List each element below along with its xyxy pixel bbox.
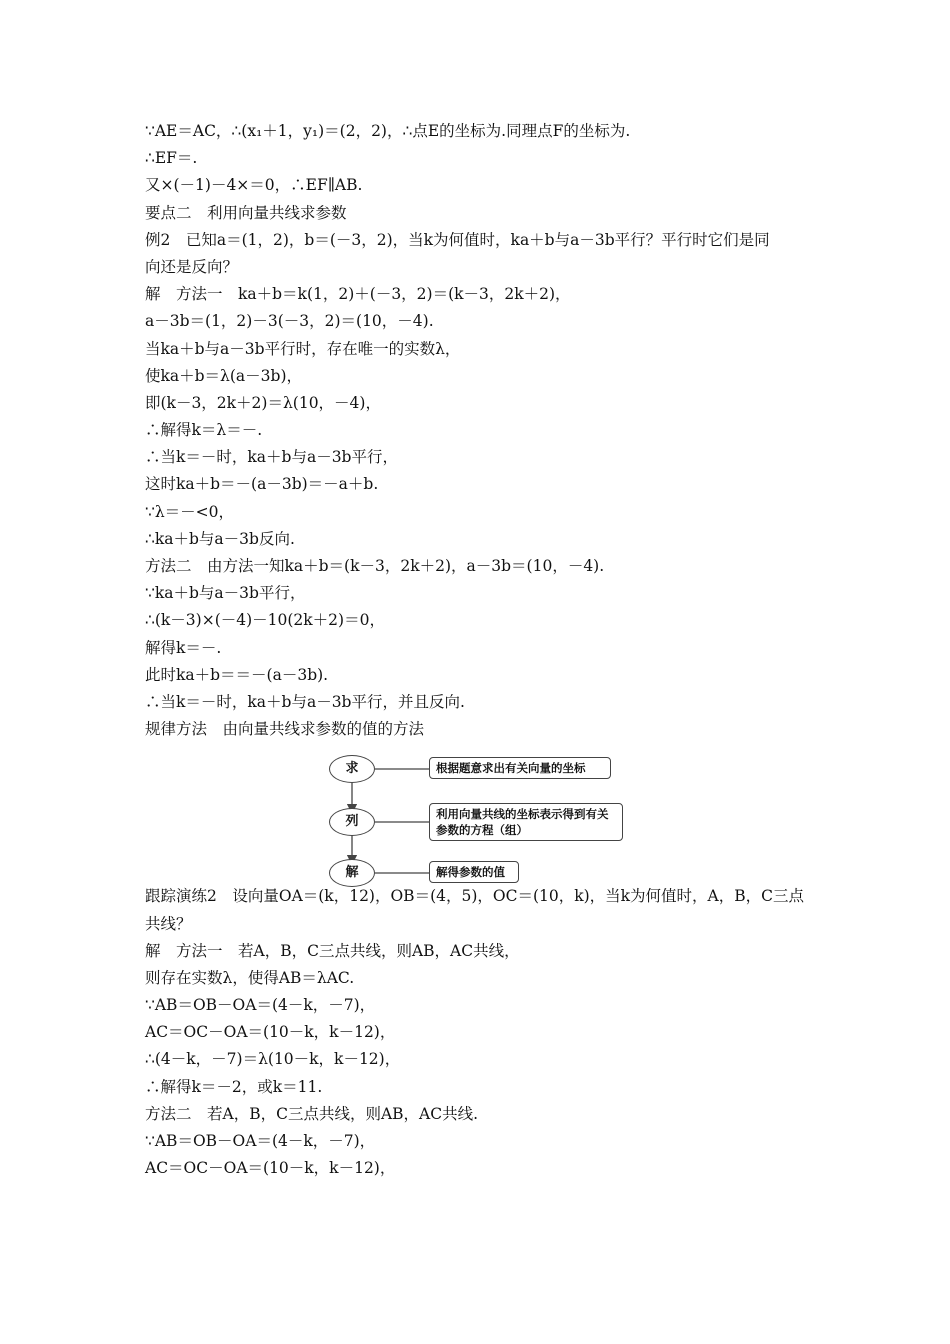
text-line: ∴当k＝－时，ka＋b与a－3b平行，并且反向.	[145, 692, 465, 711]
text-line: ∵λ＝－<0，	[145, 502, 235, 521]
step-node-jie: 解	[329, 859, 375, 887]
step-node-lie: 列	[329, 808, 375, 836]
text-block-bottom	[145, 883, 815, 1182]
step-box-coordinates: 根据题意求出有关向量的坐标	[429, 757, 611, 779]
text-line: ∴ka＋b与a－3b反向.	[145, 529, 295, 548]
step-box-solve: 解得参数的值	[429, 861, 519, 883]
text-line: AC＝OC－OA＝(10－k，k－12)，	[145, 1023, 396, 1042]
text-block-top	[145, 118, 815, 743]
document-page	[145, 118, 815, 1182]
text-line: ∴(4－k，－7)＝λ(10－k，k－12)，	[145, 1050, 401, 1069]
exercise-line: 共线？	[145, 914, 192, 933]
example-line: 例2 已知a＝(1，2)，b＝(－3，2)，当k为何值时，ka＋b与a－3b平行？平行时它们是同	[145, 230, 770, 249]
text-line: 解 方法一 若A，B，C三点共线，则AB，AC共线，	[145, 941, 520, 960]
section-heading: 要点二 利用向量共线求参数	[145, 203, 347, 222]
text-line: ∴当k＝－时，ka＋b与a－3b平行，	[145, 448, 398, 467]
method-flow-diagram	[145, 747, 815, 881]
text-line: 方法二 由方法一知ka＋b＝(k－3，2k＋2)，a－3b＝(10，－4).	[145, 557, 605, 575]
text-line: 当ka＋b与a－3b平行时，存在唯一的实数λ，	[145, 339, 461, 358]
step-box-equation: 利用向量共线的坐标表示得到有关参数的方程（组）	[429, 803, 623, 841]
text-line: 解 方法一 ka＋b＝k(1，2)＋(－3，2)＝(k－3，2k＋2)，	[145, 285, 571, 304]
text-line: ∵AB＝OB－OA＝(4－k，－7)，	[145, 1132, 376, 1150]
text-line: 又×(－1)－4×＝0，∴EF∥AB.	[145, 176, 363, 195]
text-line: ∴解得k＝λ＝－.	[145, 421, 263, 440]
text-line: ∴EF＝.	[145, 149, 198, 168]
step-node-qiu: 求	[329, 755, 375, 783]
text-line: ∵AB＝OB－OA＝(4－k，－7)，	[145, 996, 376, 1015]
text-line: ∴(k－3)×(－4)－10(2k＋2)＝0，	[145, 611, 385, 630]
method-heading: 规律方法 由向量共线求参数的值的方法	[145, 720, 425, 739]
text-line: 方法二 若A，B，C三点共线，则AB，AC共线.	[145, 1104, 479, 1123]
text-line: 即(k－3，2k＋2)＝λ(10，－4)，	[145, 393, 381, 412]
text-line: 此时ka＋b＝＝－(a－3b).	[145, 665, 329, 684]
text-line: ∴解得k＝－2，或k＝11.	[145, 1077, 323, 1096]
text-line: ∵AE＝AC，∴(x₁＋1，y₁)＝(2，2)，∴点E的坐标为.同理点F的坐标为.	[145, 122, 631, 140]
text-line: 则存在实数λ，使得AB＝λAC.	[145, 968, 355, 987]
text-line: a－3b＝(1，2)－3(－3，2)＝(10，－4).	[145, 312, 434, 331]
text-line: AC＝OC－OA＝(10－k，k－12)，	[145, 1159, 396, 1178]
text-line: 这时ka＋b＝－(a－3b)＝－a＋b.	[145, 475, 379, 494]
text-line: ∵ka＋b与a－3b平行，	[145, 584, 306, 603]
example-line: 向还是反向？	[145, 257, 239, 276]
text-line: 解得k＝－.	[145, 638, 222, 657]
exercise-line: 跟踪演练2 设向量OA＝(k，12)，OB＝(4，5)，OC＝(10，k)，当k为何值时，A，B，C三点	[145, 887, 805, 906]
text-line: 使ka＋b＝λ(a－3b)，	[145, 366, 302, 385]
